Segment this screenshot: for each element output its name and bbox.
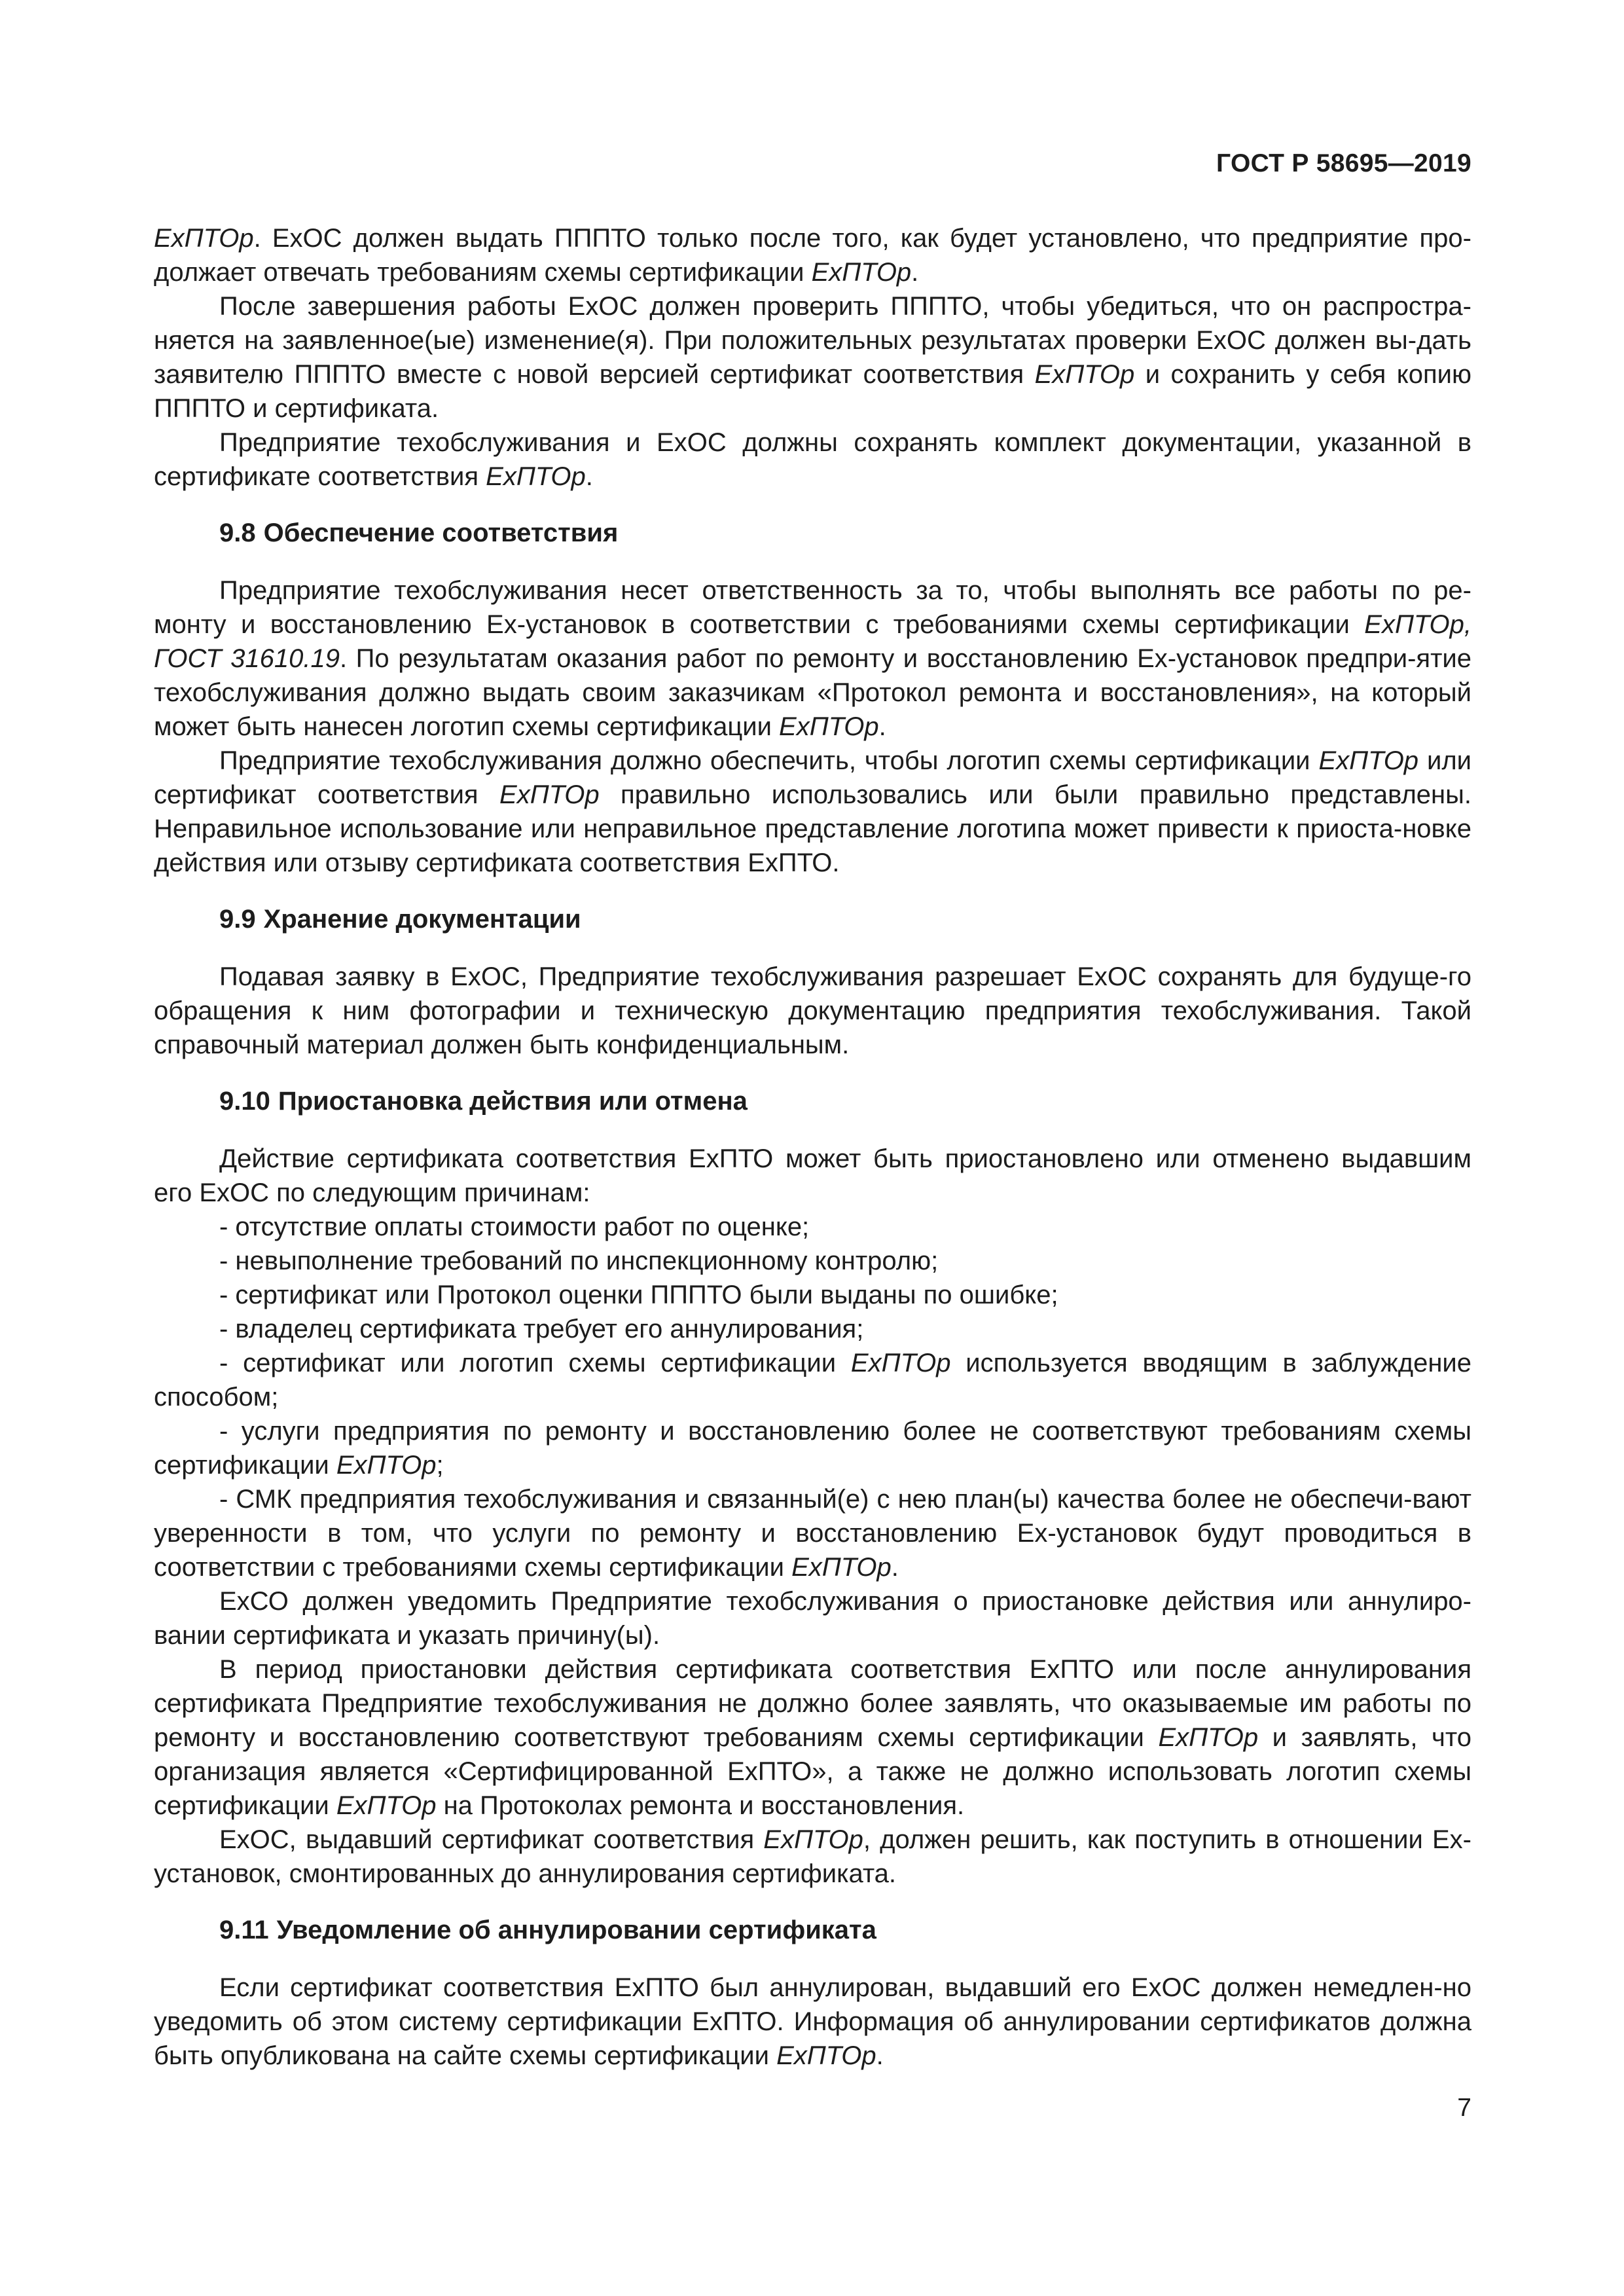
list-item: - владелец сертификата требует его аннулирования; <box>219 1315 864 1343</box>
section-number: 9.10 <box>219 1087 270 1116</box>
term-italic: ЕхПТОр <box>791 1553 892 1582</box>
document-body <box>154 221 1471 2073</box>
text-run: - услуги предприятия по ремонту и восстановлению более не соответствуют требованиям схемы сертификации <box>154 1417 1471 1480</box>
text-run: . <box>878 712 886 741</box>
list-item: - невыполнение требований по инспекционному контролю; <box>219 1247 939 1275</box>
page-number: 7 <box>1457 2094 1471 2122</box>
text-run: Предприятие техобслуживания несет ответственность за то, чтобы выполнять все работы по ре-монту и восстановлению Ех-установок в соответствии с требованиями схемы сертификации <box>154 576 1471 639</box>
text-run: Предприятие техобслуживания должно обеспечить, чтобы логотип схемы сертификации <box>219 746 1319 775</box>
section-number: 9.9 <box>219 905 256 934</box>
text-run: ; <box>436 1451 444 1480</box>
text-run: . <box>585 462 593 491</box>
text-run: или сертификат соответствия <box>154 746 1472 809</box>
term-italic: ЕхПТОр, ГОСТ 31610.19 <box>154 610 1471 673</box>
text-run: , должен решить, как поступить в отношении Ех-установок, смонтированных до аннулирования сертификата. <box>154 1825 1471 1888</box>
text-run: и сохранить у себя копию ПППТО и сертификата. <box>154 360 1471 423</box>
list-item <box>154 1346 1471 1414</box>
text-run: . ЕхОС должен выдать ПППТО только после того, как будет установлено, что предприятие про-должает отвечать требованиям схемы сертификации <box>154 224 1471 287</box>
text-run: ЕхОС, выдавший сертификат соответствия <box>219 1825 764 1854</box>
text-run: правильно использовались или были правильно представлены. Неправильное использование или неправильное представление логотипа может привести к приоста-новке действия или отзыву сертификата соответствия ЕхПТО. <box>154 780 1471 877</box>
section-number: 9.8 <box>219 519 256 547</box>
text-run: . <box>876 2041 884 2070</box>
paragraph-9-10-4 <box>154 1823 1471 1891</box>
text-run: В период приостановки действия сертификата соответствия ЕхПТО или после аннулирования сертификата Предприятие техобслуживания не должно более заявлять, что оказываемые им работы по ремонту и восстановлению соответствуют требованиям схемы сертификации <box>154 1655 1471 1752</box>
paragraph-9-10-2: ЕхСО должен уведомить Предприятие техобслуживания о приостановке действия или аннулиро-вании сертификата и указать причину(ы). <box>154 1587 1471 1650</box>
paragraph-9-11-1 <box>154 1971 1471 2073</box>
section-heading-9-9 <box>219 902 1471 936</box>
section-heading-9-8 <box>219 516 1471 550</box>
section-title: Хранение документации <box>263 905 581 934</box>
text-run: . По результатам оказания работ по ремонту и восстановлению Ех-установок предпри-ятие техобслуживания должно выдать своим заказчикам «Протокол ремонта и восстановления», на который может быть нанесен логотип схемы сертификации <box>154 644 1471 741</box>
term-italic: ЕхПТОр <box>336 1791 437 1820</box>
term-italic: ЕхПТОр <box>1158 1723 1259 1752</box>
term-italic: ЕхПТОр <box>811 258 912 287</box>
text-run: После завершения работы ЕхОС должен проверить ПППТО, чтобы убедиться, что он распростра-няется на заявленное(ые) изменение(я). При положительных результатах проверки ЕхОС должен вы-дать заявителю ПППТО вместе с новой версией сертификат соответствия <box>154 292 1471 389</box>
paragraph-intro-2 <box>154 289 1471 426</box>
term-italic: ЕхПТОр <box>763 1825 863 1854</box>
text-run: Если сертификат соответствия ЕхПТО был аннулирован, выдавший его ЕхОС должен немедлен-но уведомить об этом систему сертификации ЕхПТО. Информация об аннулировании сертификатов должна быть опубликована на сайте схемы сертификации <box>154 1973 1471 2070</box>
section-heading-9-10 <box>219 1084 1471 1118</box>
document-standard-id: ГОСТ Р 58695—2019 <box>1216 149 1471 177</box>
term-italic: ЕхПТОр <box>154 224 254 253</box>
term-italic: ЕхПТОр <box>779 712 879 741</box>
reasons-list <box>154 1210 1471 1584</box>
term-italic: ЕхПТОр <box>486 462 586 491</box>
paragraph-9-9-1: Подавая заявку в ЕхОС, Предприятие техобслуживания разрешает ЕхОС сохранять для будуще-го обращения к ним фотографии и техническую документацию предприятия техобслуживания. Такой справочный материал должен быть конфиденциальным. <box>154 962 1471 1059</box>
section-heading-9-11 <box>219 1913 1471 1947</box>
list-item <box>154 1482 1471 1584</box>
list-item: - отсутствие оплаты стоимости работ по оценке; <box>219 1212 810 1241</box>
text-run: - СМК предприятия техобслуживания и связанный(е) с нею план(ы) качества более не обеспечи-вают уверенности в том, что услуги по ремонту и восстановлению Ех-установок будут проводиться в соответствии с требованиями схемы сертификации <box>154 1485 1471 1582</box>
term-italic: ЕхПТОр <box>499 780 600 809</box>
term-italic: ЕхПТОр <box>1034 360 1135 389</box>
section-title: Приостановка действия или отмена <box>278 1087 748 1116</box>
section-title: Обеспечение соответствия <box>263 519 619 547</box>
text-run: . <box>891 1553 899 1582</box>
paragraph-intro-3 <box>154 426 1471 494</box>
list-item <box>154 1414 1471 1482</box>
text-run: и заявлять, что организация является «Сертифицированной ЕхПТО», а также не должно использовать логотип схемы сертификации <box>154 1723 1471 1820</box>
text-run: Предприятие техобслуживания и ЕхОС должны сохранять комплект документации, указанной в сертификате соответствия <box>154 428 1471 491</box>
text-run: - сертификат или логотип схемы сертификации <box>219 1349 851 1377</box>
text-run: используется вводящим в заблуждение способом; <box>154 1349 1471 1412</box>
section-title: Уведомление об аннулировании сертификата <box>276 1916 876 1944</box>
paragraph-9-8-1 <box>154 574 1471 744</box>
paragraph-9-10-3 <box>154 1652 1471 1823</box>
section-number: 9.11 <box>219 1916 269 1944</box>
list-item: - сертификат или Протокол оценки ПППТО были выданы по ошибке; <box>219 1281 1058 1309</box>
term-italic: ЕхПТОр <box>1318 746 1419 775</box>
term-italic: ЕхПТОр <box>336 1451 437 1480</box>
paragraph-9-10-1: Действие сертификата соответствия ЕхПТО может быть приостановлено или отменено выдавшим его ЕхОС по следующим причинам: <box>154 1144 1471 1207</box>
term-italic: ЕхПТОр <box>850 1349 951 1377</box>
paragraph-intro-1 <box>154 221 1471 289</box>
term-italic: ЕхПТОр <box>776 2041 876 2070</box>
paragraph-9-8-2 <box>154 744 1471 880</box>
text-run: . <box>911 258 919 287</box>
text-run: на Протоколах ремонта и восстановления. <box>436 1791 965 1820</box>
